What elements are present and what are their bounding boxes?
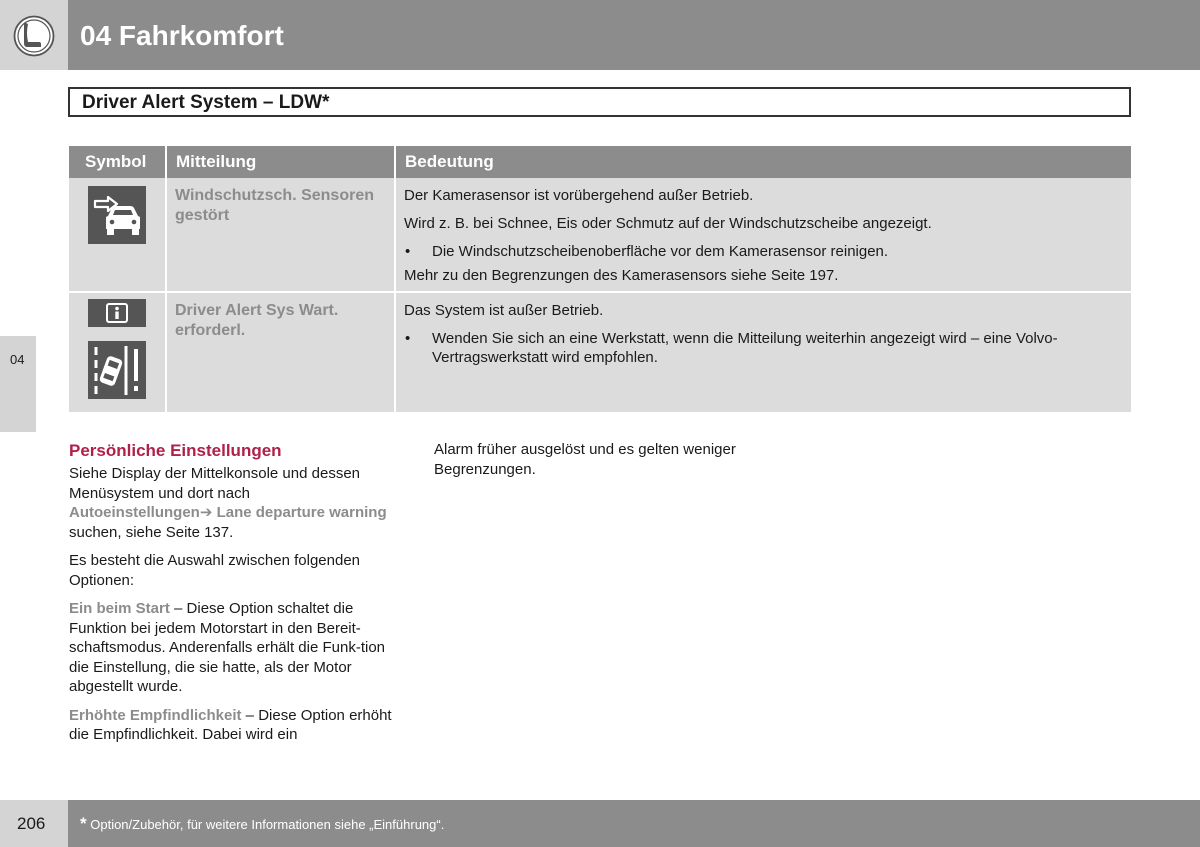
meaning-cell [395, 178, 1131, 291]
table-row [69, 293, 1131, 412]
table-header-symbol: Symbol [85, 152, 147, 171]
footnote [80, 814, 444, 834]
meaning-bullet: • Die Windschutzscheibenoberfläche vor dem Kamerasensor reinigen. [404, 242, 1131, 261]
row-divider [69, 291, 1131, 293]
table-header-meaning: Bedeutung [405, 152, 494, 171]
paragraph [69, 706, 409, 745]
message-cell [166, 293, 394, 412]
footnote-star: * [80, 814, 87, 833]
chapter-title: 04 Fahrkomfort [80, 20, 284, 51]
car-with-arrow-icon [88, 186, 146, 244]
message-cell [166, 178, 394, 291]
info-icon [88, 299, 146, 327]
paragraph: Alarm früher ausgelöst und es gelten weniger Begrenzungen. [434, 441, 736, 478]
seat-icon [13, 15, 55, 57]
section-title: Driver Alert System – LDW* [82, 92, 330, 113]
right-column [434, 440, 794, 488]
section-title-box [68, 87, 1131, 117]
footnote-text: Option/Zubehör, für weitere Informationen siehe „Einführung“. [86, 817, 445, 832]
menu-path-item: Autoeinstellungen [69, 504, 200, 521]
arrow-right-icon: ➔ [199, 504, 213, 521]
message-text: Driver Alert Sys Wart. erforderl. [175, 302, 339, 339]
meaning-line: Mehr zu den Begrenzungen des Kamerasensors siehe Seite 197. [404, 267, 839, 284]
meaning-line: Wird z. B. bei Schnee, Eis oder Schmutz auf der Windschutzscheibe angezeigt. [404, 215, 932, 232]
meaning-line: Das System ist außer Betrieb. [404, 302, 604, 319]
table-header [69, 146, 1131, 178]
meaning-cell [395, 293, 1131, 412]
option-text: – Diese Option schaltet die Funktion bei jedem Motorstart in den Bereit-schaftsmodus. Anderenfalls erhält die Funk-tion die Einstellung, die sie hatte, als der Motor abgestellt wurde. [69, 600, 386, 695]
table-row [69, 178, 1131, 291]
paragraph [69, 464, 409, 542]
chapter-side-tab [0, 336, 36, 432]
meaning-line: Der Kamerasensor ist vorübergehend außer Betrieb. [404, 187, 754, 204]
option-text: – Diese Option erhöht die Empfindlichkeit. Dabei wird ein [69, 706, 392, 743]
header-corner [0, 0, 68, 70]
table-header-message: Mitteilung [176, 152, 257, 171]
left-column [69, 440, 409, 754]
option-label: Ein beim Start [69, 600, 170, 617]
meaning-bullet: • Wenden Sie sich an eine Werkstatt, wenn die Mitteilung weiterhin angezeigt wird – eine Volvo-Vertragswerkstatt wird empfohlen. [404, 329, 1131, 367]
page-number: 206 [17, 814, 46, 833]
column-divider [165, 146, 167, 412]
menu-path-item: Lane departure warning [216, 504, 387, 521]
paragraph: Es besteht die Auswahl zwischen folgenden Optionen: [69, 552, 361, 589]
paragraph-text: suchen, siehe Seite 137. [69, 523, 234, 541]
paragraph-text: Siehe Display der Mittelkonsole und dessen Menüsystem und dort nach [69, 465, 360, 502]
lane-departure-warning-icon [88, 341, 146, 399]
subsection-heading: Persönliche Einstellungen [69, 441, 282, 460]
message-text: Windschutzsch. Sensoren gestört [175, 187, 374, 224]
option-label: Erhöhte Empfindlichkeit [69, 706, 242, 724]
chapter-side-tab-label: 04 [10, 352, 25, 367]
column-divider [394, 146, 396, 412]
symbol-cell [69, 293, 165, 412]
symbol-cell [69, 178, 165, 291]
paragraph [69, 599, 409, 697]
